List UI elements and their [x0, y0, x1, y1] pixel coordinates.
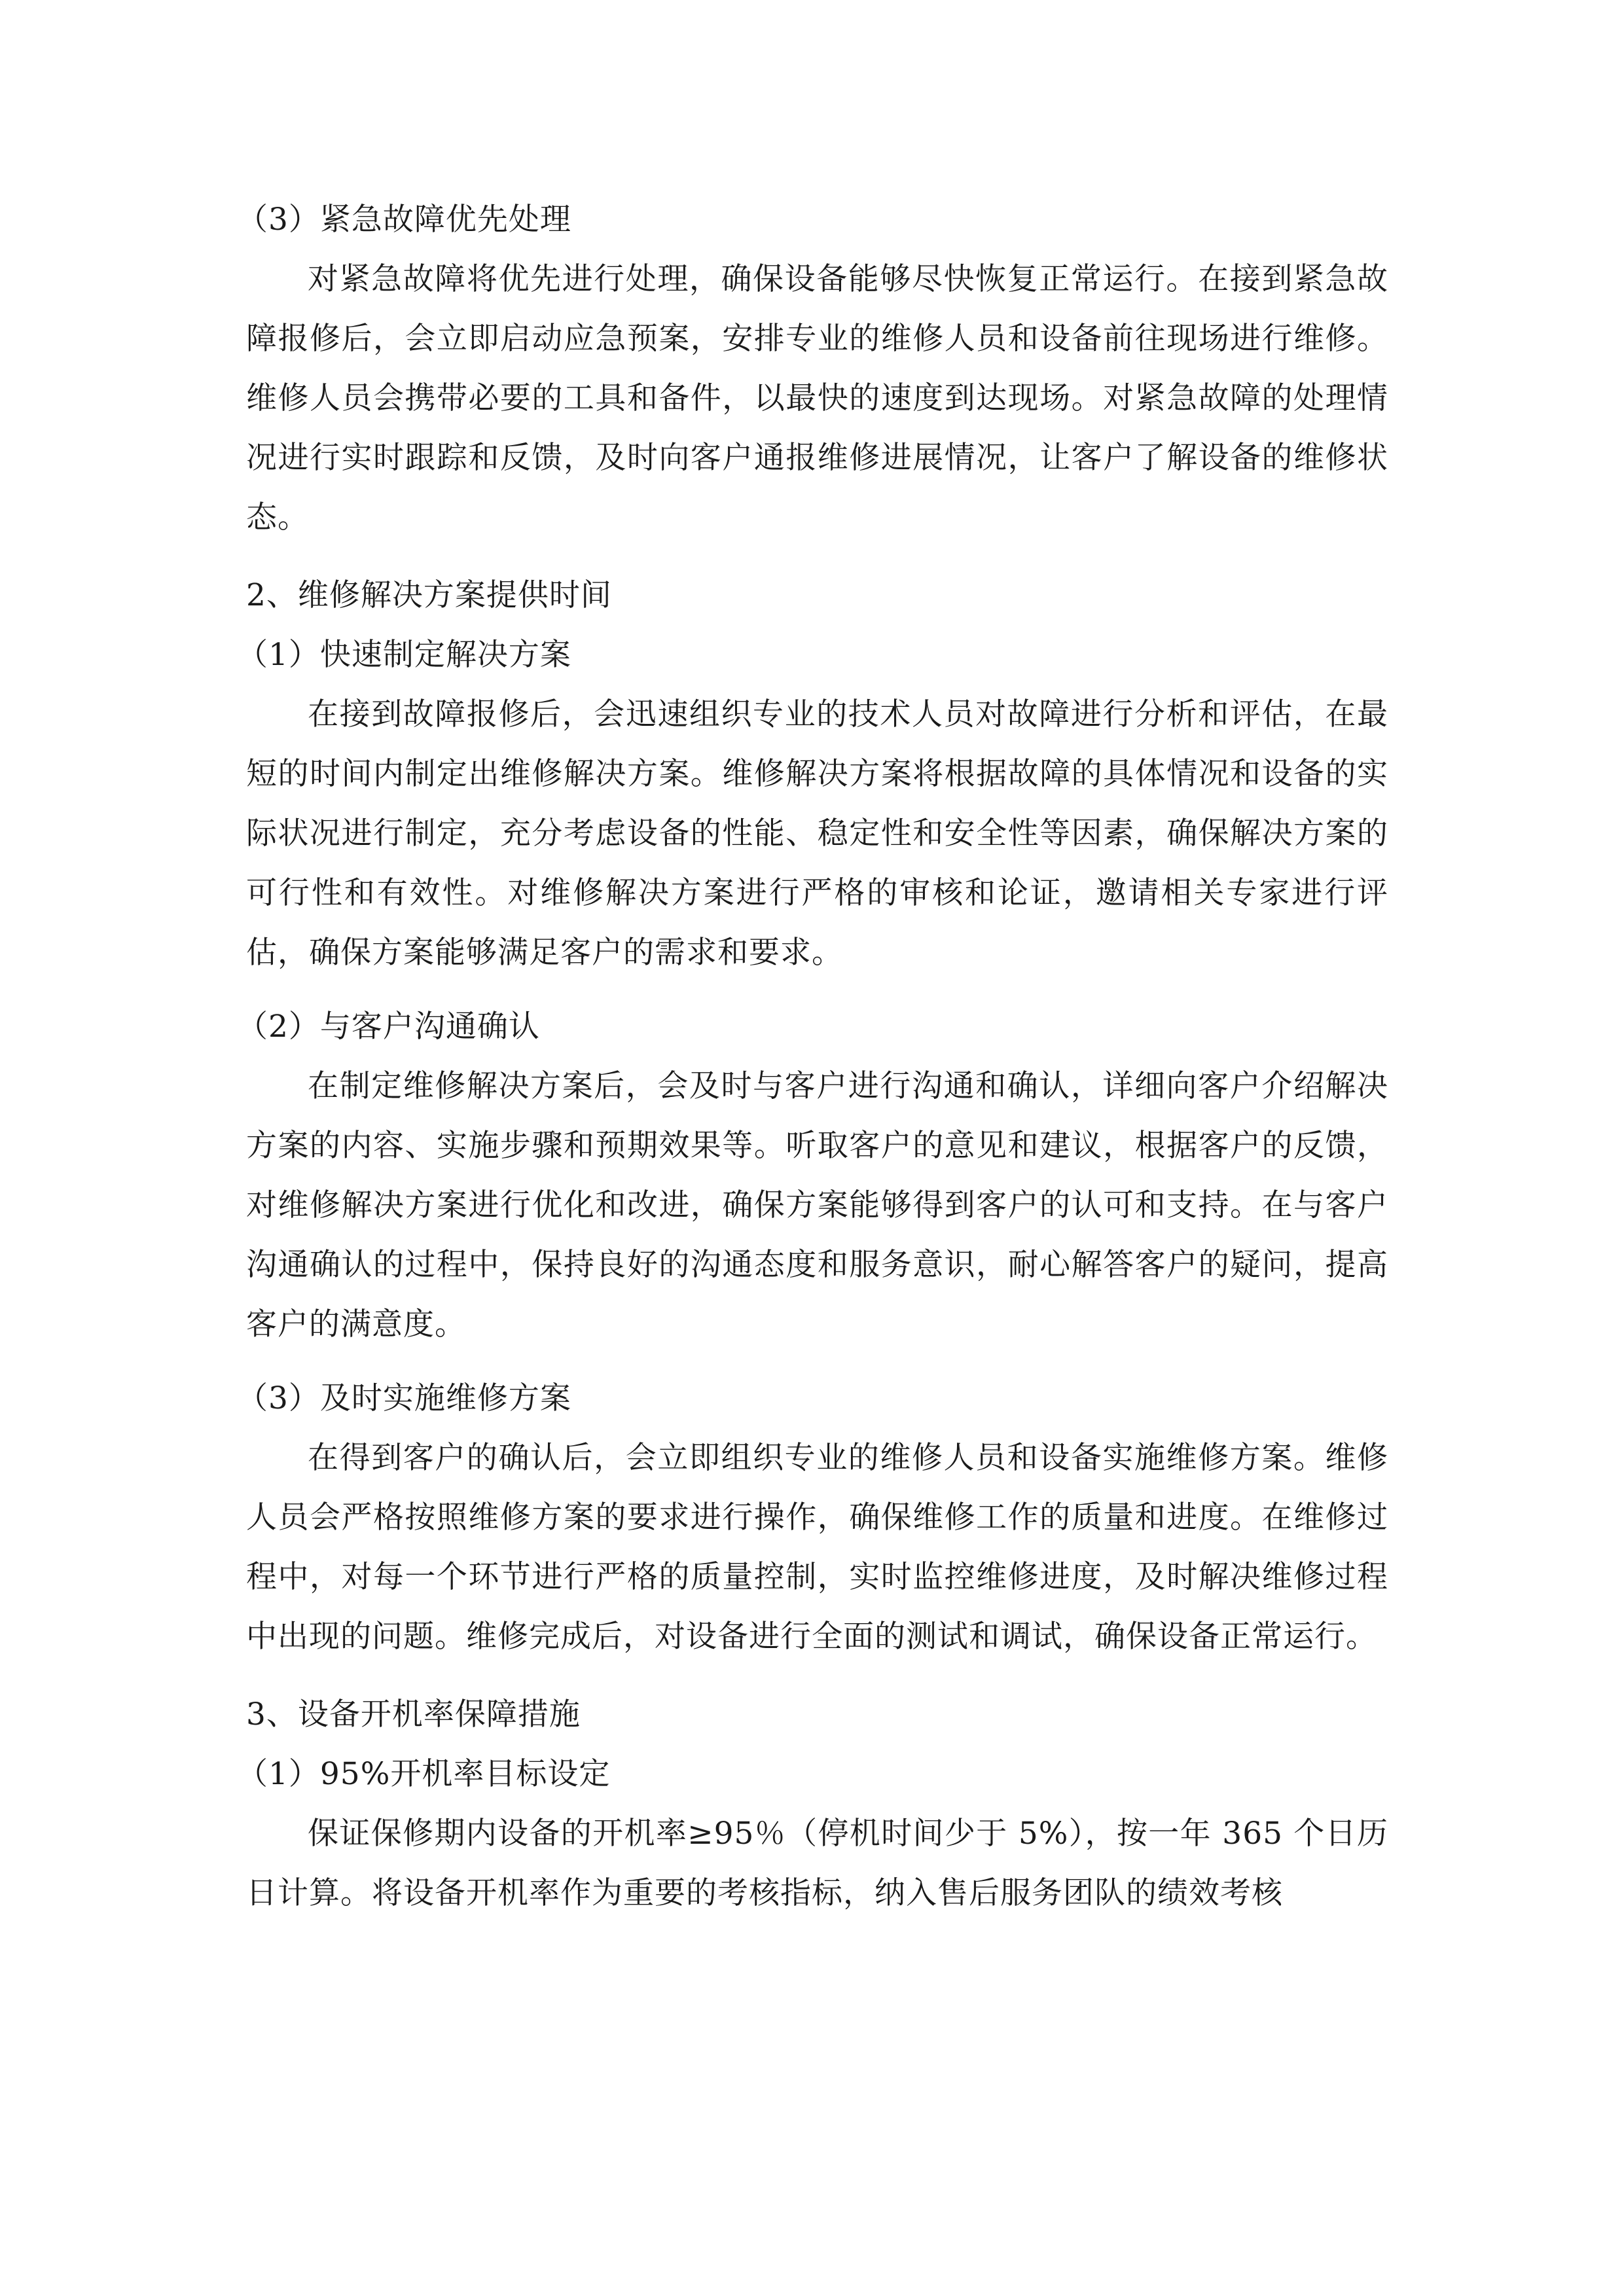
subsection-heading: （1）95%开机率目标设定 — [237, 1756, 611, 1792]
body-paragraph: 在得到客户的确认后，会立即组织专业的维修人员和设备实施维修方案。维修人员会严格按照维修方案的要求进行操作，确保维修工作的质量和进度。在维修过程中，对每一个环节进行严格的质量控制，实时监控维修进度，及时解决维修过程中出现的问题。维修完成后，对设备进行全面的测试和调试，确保设备正常运行。 — [246, 1440, 1388, 1655]
subsection-heading: （3）紧急故障优先处理 — [237, 202, 571, 238]
body-paragraph: 保证保修期内设备的开机率≥95％（停机时间少于 5%），按一年 365 个日历日计算。将设备开机率作为重要的考核指标，纳入售后服务团队的绩效考核 — [246, 1816, 1388, 1911]
section-heading: 3、设备开机率保障措施 — [246, 1696, 581, 1732]
body-paragraph: 对紧急故障将优先进行处理，确保设备能够尽快恢复正常运行。在接到紧急故障报修后，会立即启动应急预案，安排专业的维修人员和设备前往现场进行维修。维修人员会携带必要的工具和备件，以最快的速度到达现场。对紧急故障的处理情况进行实时跟踪和反馈，及时向客户通报维修进展情况，让客户了解设备的维修状态。 — [246, 261, 1388, 535]
subsection-heading: （1）快速制定解决方案 — [237, 637, 571, 673]
body-paragraph: 在制定维修解决方案后，会及时与客户进行沟通和确认，详细向客户介绍解决方案的内容、实施步骤和预期效果等。听取客户的意见和建议，根据客户的反馈，对维修解决方案进行优化和改进，确保方案能够得到客户的认可和支持。在与客户沟通确认的过程中，保持良好的沟通态度和服务意识，耐心解答客户的疑问，提高客户的满意度。 — [246, 1068, 1388, 1342]
subsection-heading: （3）及时实施维修方案 — [237, 1380, 571, 1416]
body-paragraph: 在接到故障报修后，会迅速组织专业的技术人员对故障进行分析和评估，在最短的时间内制定出维修解决方案。维修解决方案将根据故障的具体情况和设备的实际状况进行制定，充分考虑设备的性能、稳定性和安全性等因素，确保解决方案的可行性和有效性。对维修解决方案进行严格的审核和论证，邀请相关专家进行评估，确保方案能够满足客户的需求和要求。 — [246, 696, 1388, 971]
document-page — [237, 190, 1388, 1923]
subsection-heading: （2）与客户沟通确认 — [237, 1009, 540, 1045]
section-heading: 2、维修解决方案提供时间 — [246, 577, 612, 613]
